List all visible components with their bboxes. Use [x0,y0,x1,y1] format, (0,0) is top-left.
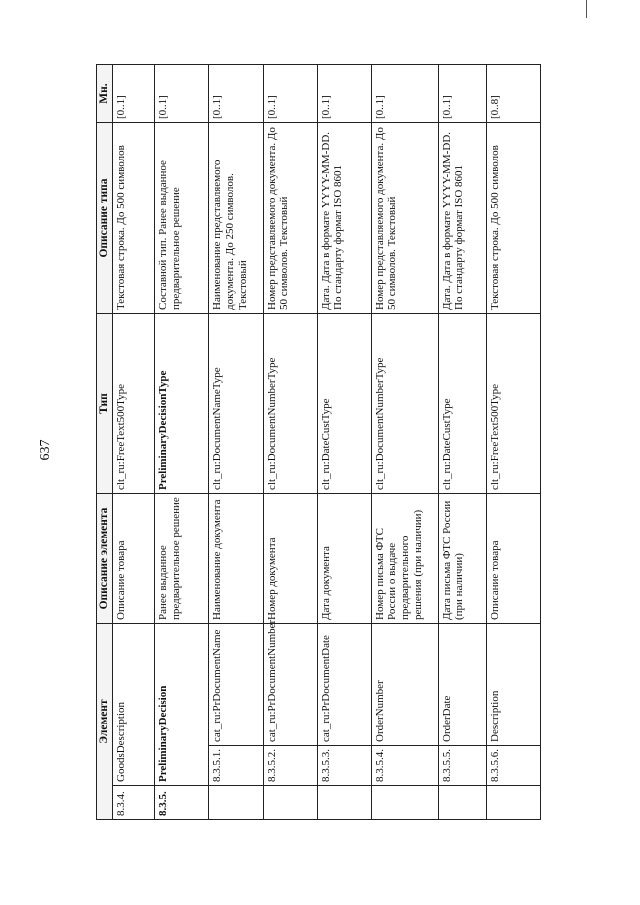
indent-cell [371,786,438,820]
header-element: Элемент [97,624,113,820]
element-name: GoodsDescription [113,624,155,786]
multiplicity: [0..1] [113,65,155,123]
element-description: Номер письма ФТС России о выдаче предварительного решения (при наличии) [371,494,438,624]
table-row [317,65,371,820]
element-name: OrderDate [438,624,486,746]
table-row [438,65,486,820]
row-number: 8.3.5.6. [486,746,540,786]
table-header-row [97,65,113,820]
table-row [263,65,317,820]
row-number: 8.3.4. [113,786,155,820]
type-description: Номер представляемого документа. До 50 символов. Текстовый [263,123,317,314]
element-name: cat_ru:PrDocumentDate [317,624,371,746]
table-row [486,65,540,820]
header-description: Описание элемента [97,494,113,624]
element-type: clt_ru:DocumentNumberType [263,314,317,494]
indent-cell [317,786,371,820]
element-type: clt_ru:FreeText500Type [486,314,540,494]
multiplicity: [0..8] [486,65,540,123]
type-description: Составной тип. Ранее выданное предварительное решение [155,123,209,314]
element-type: clt_ru:FreeText500Type [113,314,155,494]
indent-cell [209,786,263,820]
multiplicity: [0..1] [317,65,371,123]
element-name: cat_ru:PrDocumentNumber [263,624,317,746]
table-body [113,65,541,820]
element-name: Description [486,624,540,746]
type-description: Номер представляемого документа. До 50 символов. Текстовый [371,123,438,314]
multiplicity: [0..1] [209,65,263,123]
type-description: Дата. Дата в формате YYYY-MM-DD. По стандарту формат ISO 8601 [317,123,371,314]
element-description: Описание товара [113,494,155,624]
row-number: 8.3.5.2. [263,746,317,786]
header-type: Тип [97,314,113,494]
table-row [113,65,155,820]
element-type: clt_ru:DocumentNameType [209,314,263,494]
top-margin-rule [586,0,587,18]
multiplicity: [0..1] [263,65,317,123]
element-type: clt_ru:DateCustType [438,314,486,494]
row-number: 8.3.5.1. [209,746,263,786]
element-description: Дата письма ФТС России (при наличии) [438,494,486,624]
table-row [209,65,263,820]
element-name: PreliminaryDecision [155,624,209,786]
element-type: PreliminaryDecisionType [155,314,209,494]
multiplicity: [0..1] [371,65,438,123]
element-description: Описание товара [486,494,540,624]
row-number: 8.3.5. [155,786,209,820]
header-multiplicity: Мн. [97,65,113,123]
row-number: 8.3.5.4. [371,746,438,786]
page-number: 637 [38,439,53,461]
table-row [371,65,438,820]
table-row [155,65,209,820]
row-number: 8.3.5.5. [438,746,486,786]
element-name: cat_ru:PrDocumentName [209,624,263,746]
multiplicity: [0..1] [155,65,209,123]
elements-table [96,64,541,820]
element-description: Дата документа [317,494,371,624]
element-name: OrderNumber [371,624,438,746]
element-description: Номер документа [263,494,317,624]
multiplicity: [0..1] [438,65,486,123]
element-type: clt_ru:DateCustType [317,314,371,494]
header-type-description: Описание типа [97,123,113,314]
element-description: Ранее выданное предварительное решение [155,494,209,624]
row-number: 8.3.5.3. [317,746,371,786]
type-description: Текстовая строка. До 500 символов [113,123,155,314]
type-description: Наименование представляемого документа. До 250 символов. Текстовый [209,123,263,314]
rotated-table-container [96,65,541,820]
element-description: Наименование документа [209,494,263,624]
indent-cell [263,786,317,820]
indent-cell [438,786,486,820]
indent-cell [486,786,540,820]
type-description: Дата. Дата в формате YYYY-MM-DD. По стандарту формат ISO 8601 [438,123,486,314]
type-description: Текстовая строка. До 500 символов [486,123,540,314]
element-type: clt_ru:DocumentNumberType [371,314,438,494]
